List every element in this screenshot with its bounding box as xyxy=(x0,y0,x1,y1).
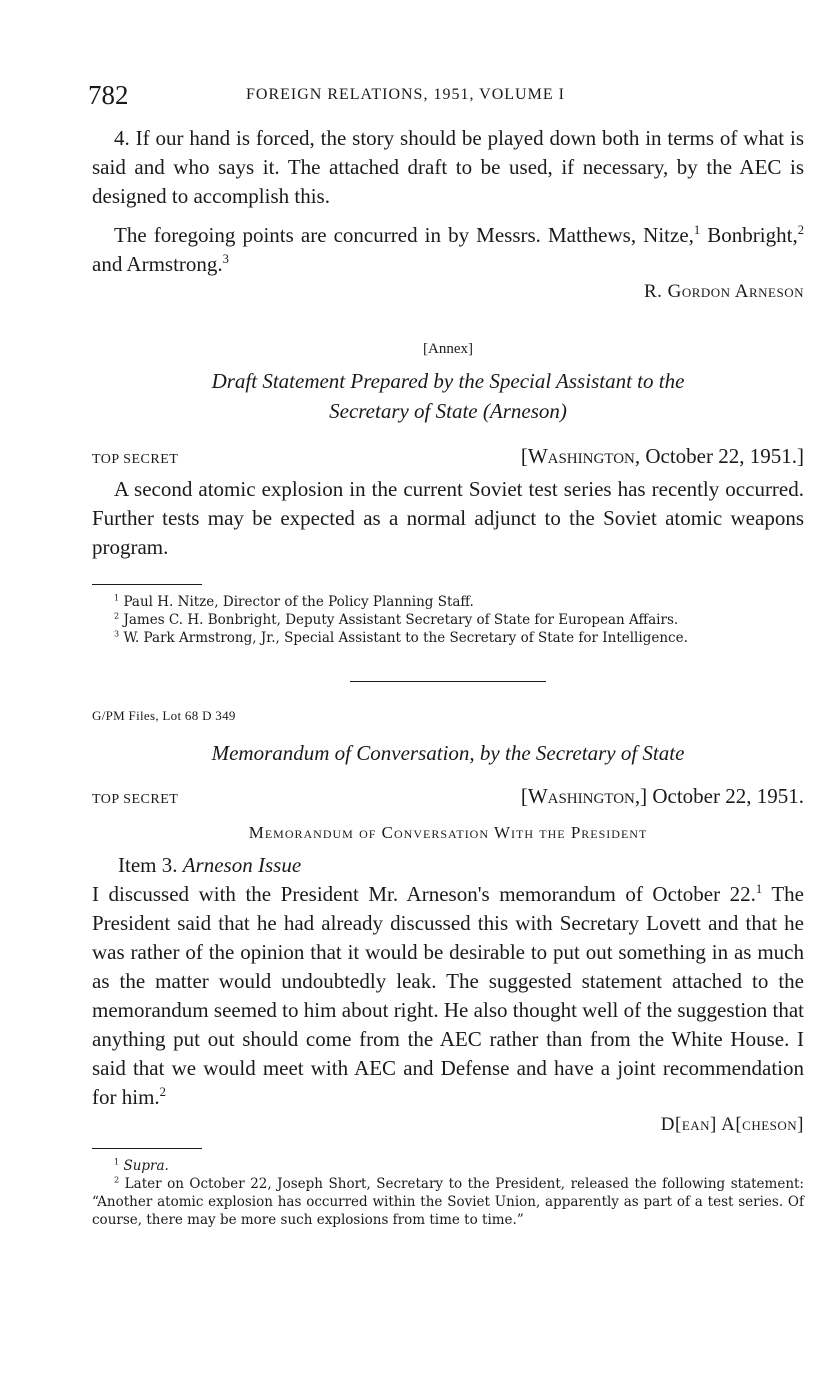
running-head: FOREIGN RELATIONS, 1951, VOLUME I xyxy=(246,86,565,103)
footnotes-section-2 xyxy=(92,1157,804,1229)
annex-title: Draft Statement Prepared by the Special Assistant to the Secretary of State (Arneson) xyxy=(211,369,685,423)
annex-date: [Washington, October 22, 1951.] xyxy=(520,444,804,468)
footnotes-section-1 xyxy=(92,593,804,647)
page-number: 782 xyxy=(88,80,129,110)
concurrence-paragraph: The foregoing points are concurred in by Messrs. Matthews, Nitze,$^1$ Bonbright,$^2$ and Armstrong.$^3$ xyxy=(92,223,804,276)
footnote-number: 1 xyxy=(114,1156,120,1167)
memo-dateline xyxy=(92,784,804,809)
signature-acheson: D[ean] A[cheson] xyxy=(660,1114,804,1135)
footnote-text: Supra. xyxy=(119,1158,169,1174)
page-header xyxy=(88,80,804,114)
footnote-number: 1 xyxy=(114,592,120,603)
classification-label: TOP SECRET xyxy=(92,792,179,807)
footnote-text: James C. H. Bonbright, Deputy Assistant Secretary of State for European Affairs. xyxy=(119,612,679,628)
item-heading: Item 3. Arneson Issue xyxy=(118,853,302,877)
memo-heading: Memorandum of Conversation With the President xyxy=(248,823,648,842)
annex-body: A second atomic explosion in the current Soviet test series has recently occurred. Further tests may be expected as a normal adjunct to the Soviet atomic weapons program. xyxy=(92,477,804,559)
footnote-text: Later on October 22, Joseph Short, Secretary to the President, released the following statement: “Another atomic explosion has occurred within the Soviet Union, apparently as part of a test series. Of course, there may be more such explosions from time to time.” xyxy=(92,1176,804,1228)
signature-arneson: R. Gordon Arneson xyxy=(643,281,804,302)
footnote-number: 2 xyxy=(114,1174,120,1185)
footnote xyxy=(92,1157,804,1175)
source-citation: G/PM Files, Lot 68 D 349 xyxy=(92,708,236,723)
annex-label: [Annex] xyxy=(423,341,473,357)
memo-title: Memorandum of Conversation, by the Secretary of State xyxy=(211,741,685,765)
footnote-text: W. Park Armstrong, Jr., Special Assistant to the Secretary of State for Intelligence. xyxy=(119,630,688,646)
footnote xyxy=(92,1175,804,1229)
footnote-number: 3 xyxy=(114,628,120,639)
paragraph-4: 4. If our hand is forced, the story should be played down both in terms of what is said and who says it. The attached draft to be used, if necessary, by the AEC is designed to accomplish this. xyxy=(92,126,804,208)
footnote-rule xyxy=(92,1148,202,1149)
memo-date: [Washington,] October 22, 1951. xyxy=(520,784,804,808)
footnote xyxy=(92,629,804,647)
memo-body: I discussed with the President Mr. Arneson's memorandum of October 22.$^1$ The President said that he had already discussed this with Secretary Lovett and that he was rather of the opinion that it would be desirable to put out something in as much as the matter would undoubtedly leak. The suggested statement attached to the memorandum seemed to him about right. He also thought well of the suggestion that anything put out should come from the AEC rather than from the White House. I said that we would meet with AEC and Defense and have a joint recommendation for him.$^2$ xyxy=(92,882,804,1109)
footnote-rule xyxy=(92,584,202,585)
footnote-number: 2 xyxy=(114,610,120,621)
footnote xyxy=(92,611,804,629)
footnote-text: Paul H. Nitze, Director of the Policy Planning Staff. xyxy=(119,594,474,610)
footnote xyxy=(92,593,804,611)
section-divider xyxy=(350,681,546,682)
document-page xyxy=(88,80,804,1229)
annex-dateline xyxy=(92,444,804,469)
classification-label: TOP SECRET xyxy=(92,452,179,467)
